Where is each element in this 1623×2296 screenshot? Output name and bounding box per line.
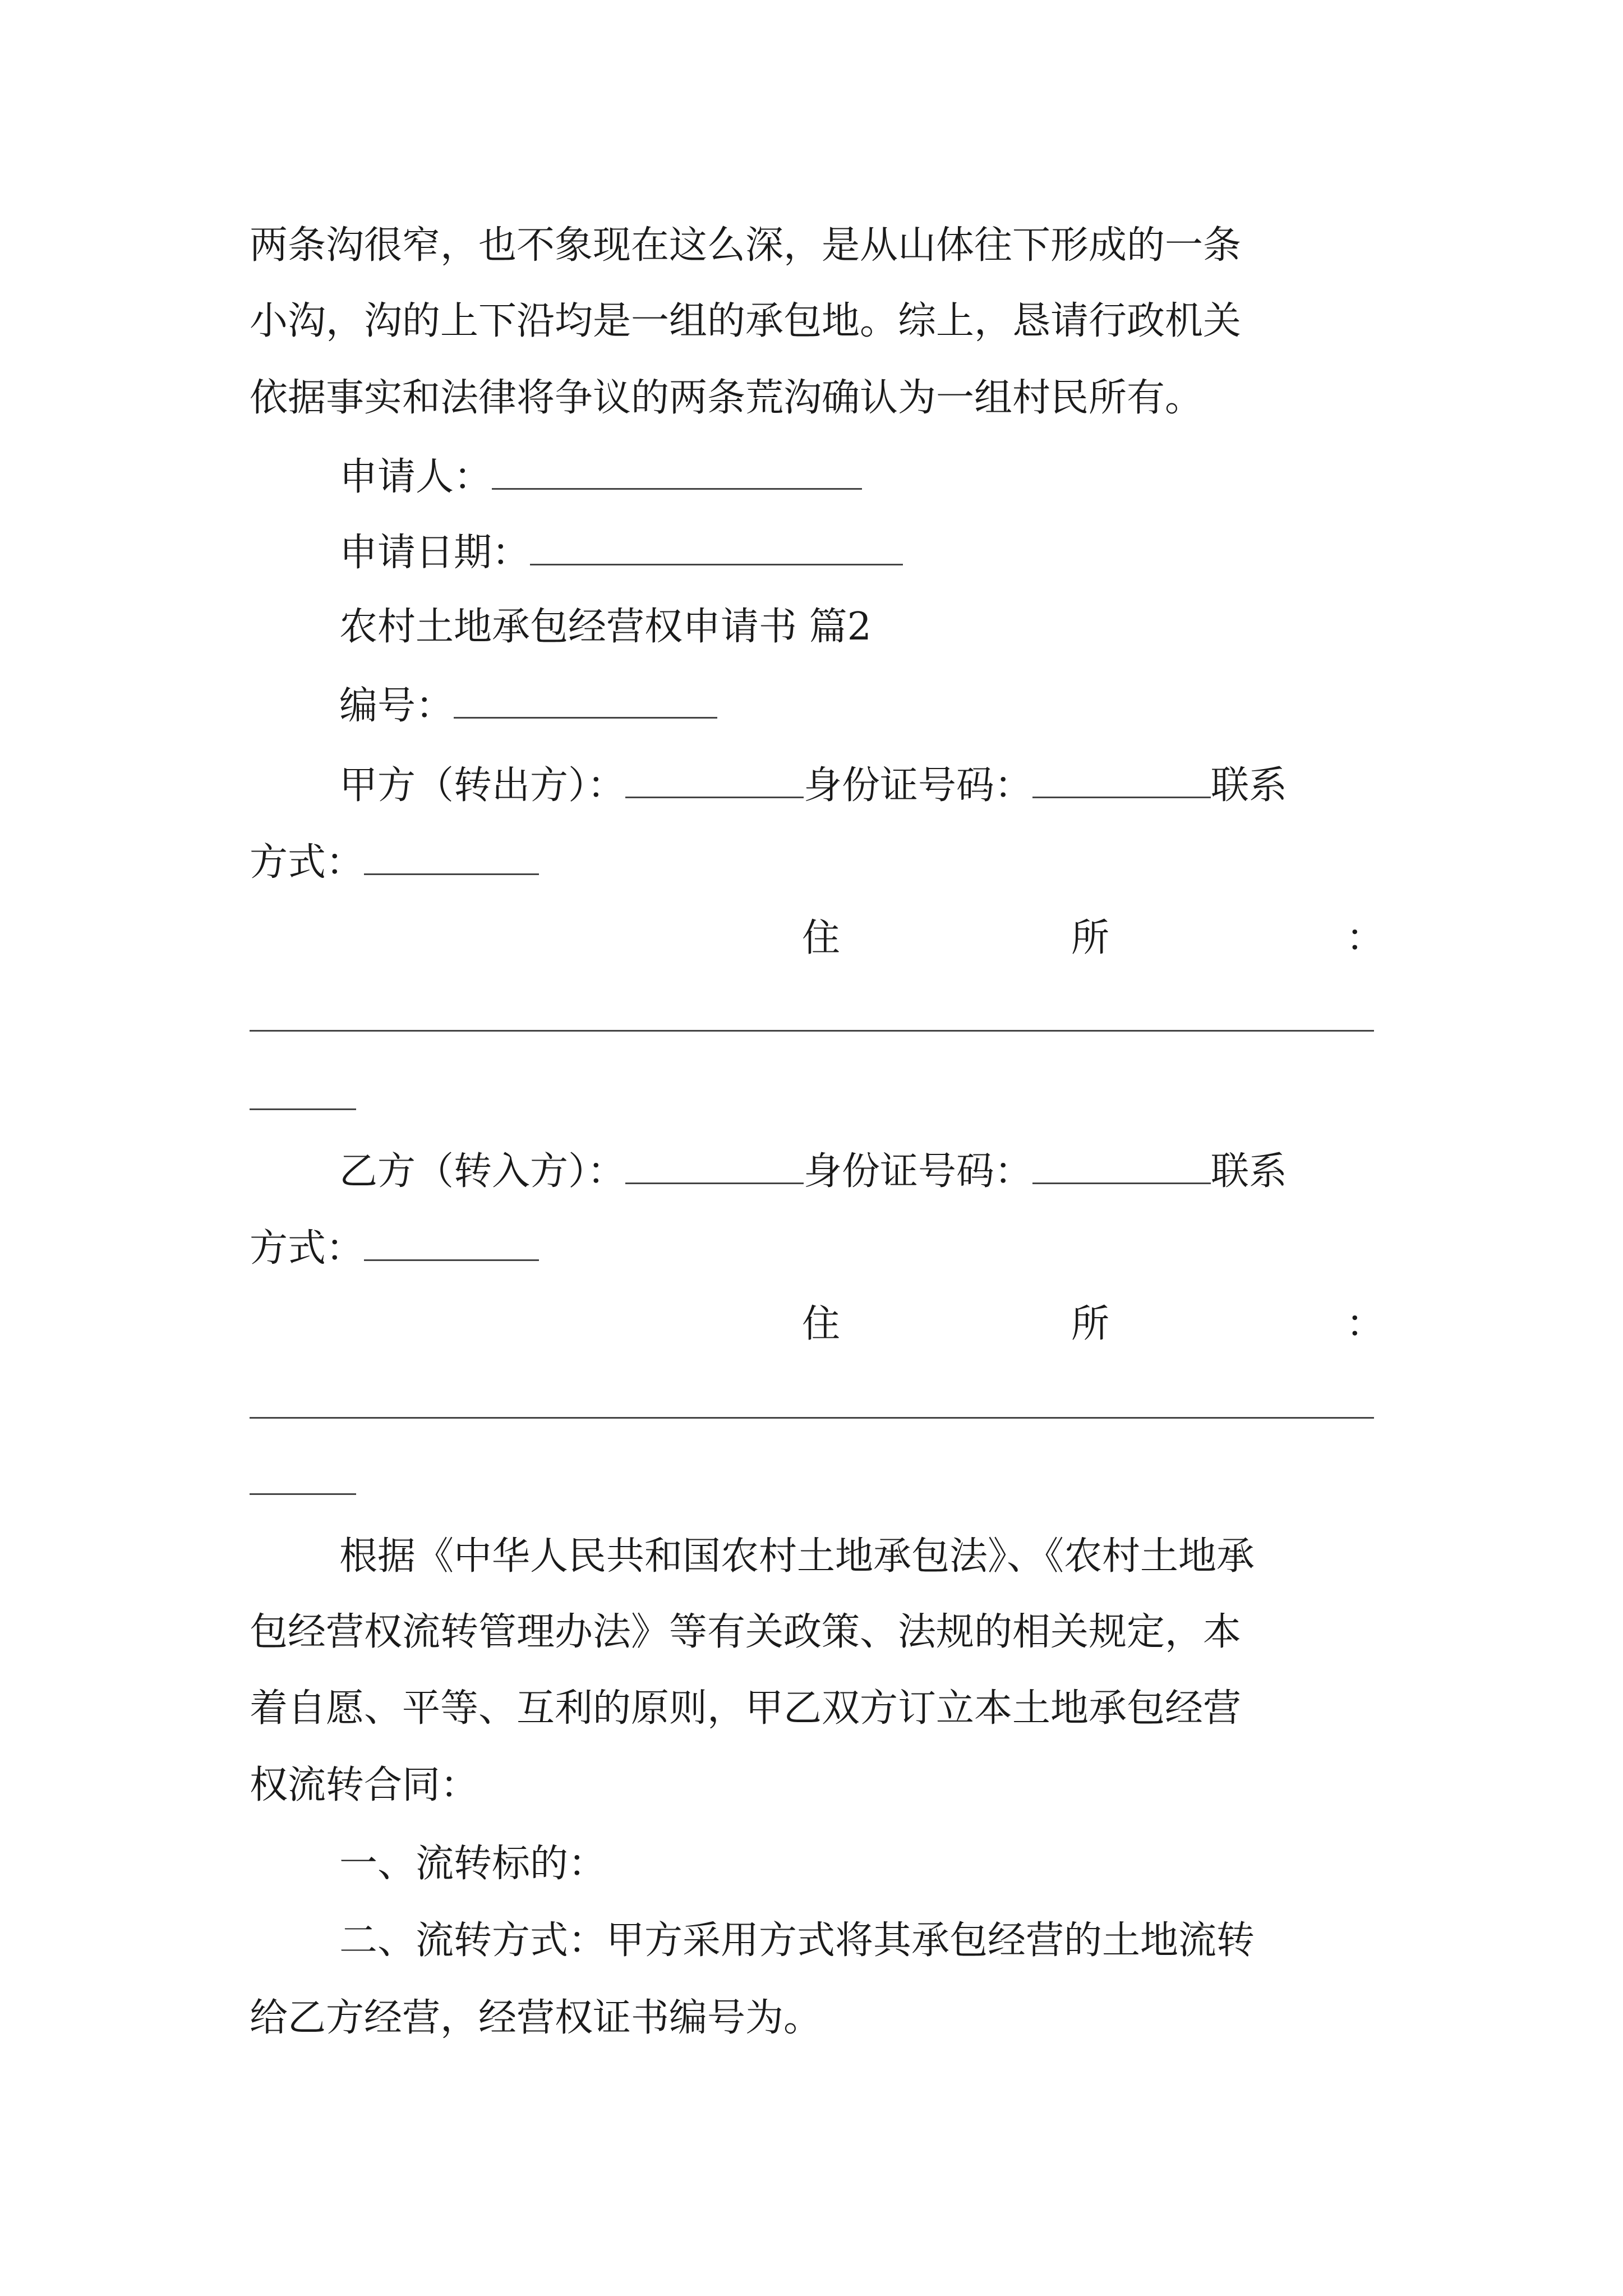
address-colon: ：: [1346, 1302, 1385, 1346]
applicant-line: [339, 449, 1388, 503]
party-b-label: 乙方（转入方）：: [339, 1149, 626, 1194]
item-2-line: 给乙方经营，经营权证书编号为。: [250, 1996, 822, 2040]
party-b-address-blank[interactable]: [250, 1417, 1374, 1419]
item-1: 一、流转标的：: [339, 1842, 607, 1886]
address-char-2: 所: [1071, 1302, 1110, 1346]
party-b-name-blank[interactable]: [625, 1143, 804, 1184]
party-a-contact-label-2: 方式：: [250, 840, 365, 885]
number-label: 编号：: [339, 684, 454, 728]
address-char-1: 住: [802, 1302, 841, 1346]
party-a-id-label: 身份证号码：: [804, 763, 1033, 808]
paragraph-line: 两条沟很窄，也不象现在这么深，是从山体往下形成的一条: [250, 223, 1242, 268]
party-b-contact-label: 联系: [1211, 1149, 1288, 1194]
party-a-contact-label: 联系: [1211, 763, 1288, 808]
address-char-2: 所: [1071, 916, 1110, 960]
party-a-label: 甲方（转出方）：: [339, 763, 626, 808]
item-2-line: 二、流转方式：甲方采用方式将其承包经营的土地流转: [339, 1918, 1255, 1963]
paragraph-line: 包经营权流转管理办法》等有关政策、法规的相关规定，本: [250, 1610, 1242, 1654]
party-a-address-blank[interactable]: [250, 1030, 1374, 1032]
party-b-contact-blank[interactable]: [364, 1220, 539, 1261]
paragraph-line: 权流转合同：: [250, 1763, 479, 1807]
paragraph-line: 根据《中华人民共和国农村土地承包法》、《农村土地承: [339, 1534, 1255, 1579]
party-b-contact-label-2: 方式：: [250, 1226, 365, 1271]
paragraph-line: 小沟，沟的上下沿均是一组的承包地。综上，恳请行政机关: [250, 299, 1242, 343]
party-a-name-blank[interactable]: [625, 757, 804, 798]
party-b-id-blank[interactable]: [1032, 1143, 1211, 1184]
section-title: 农村土地承包经营权申请书 篇2: [339, 605, 872, 649]
paragraph-line: 着自愿、平等、互利的原则，甲乙双方订立本土地承包经营: [250, 1686, 1242, 1731]
party-b-id-label: 身份证号码：: [804, 1149, 1033, 1194]
party-a-id-blank[interactable]: [1032, 757, 1211, 798]
party-a-contact-blank[interactable]: [364, 834, 539, 875]
address-colon: ：: [1346, 916, 1385, 960]
applicant-blank[interactable]: [492, 449, 862, 490]
party-b-address-blank-tail[interactable]: [250, 1493, 356, 1495]
date-label: 申请日期：: [339, 531, 531, 575]
date-blank[interactable]: [530, 524, 903, 565]
address-char-1: 住: [802, 916, 841, 960]
party-a-line: [339, 757, 1388, 811]
applicant-label: 申请人：: [339, 455, 492, 499]
paragraph-line: 依据事实和法律将争议的两条荒沟确认为一组村民所有。: [250, 376, 1204, 420]
party-a-contact-line: [250, 834, 1388, 888]
party-b-line: [339, 1143, 1388, 1197]
party-b-contact-line: [250, 1220, 1388, 1274]
date-line: [339, 524, 1388, 578]
number-blank[interactable]: [454, 678, 717, 719]
number-line: [339, 678, 1388, 731]
party-a-address-blank-tail[interactable]: [250, 1108, 356, 1110]
